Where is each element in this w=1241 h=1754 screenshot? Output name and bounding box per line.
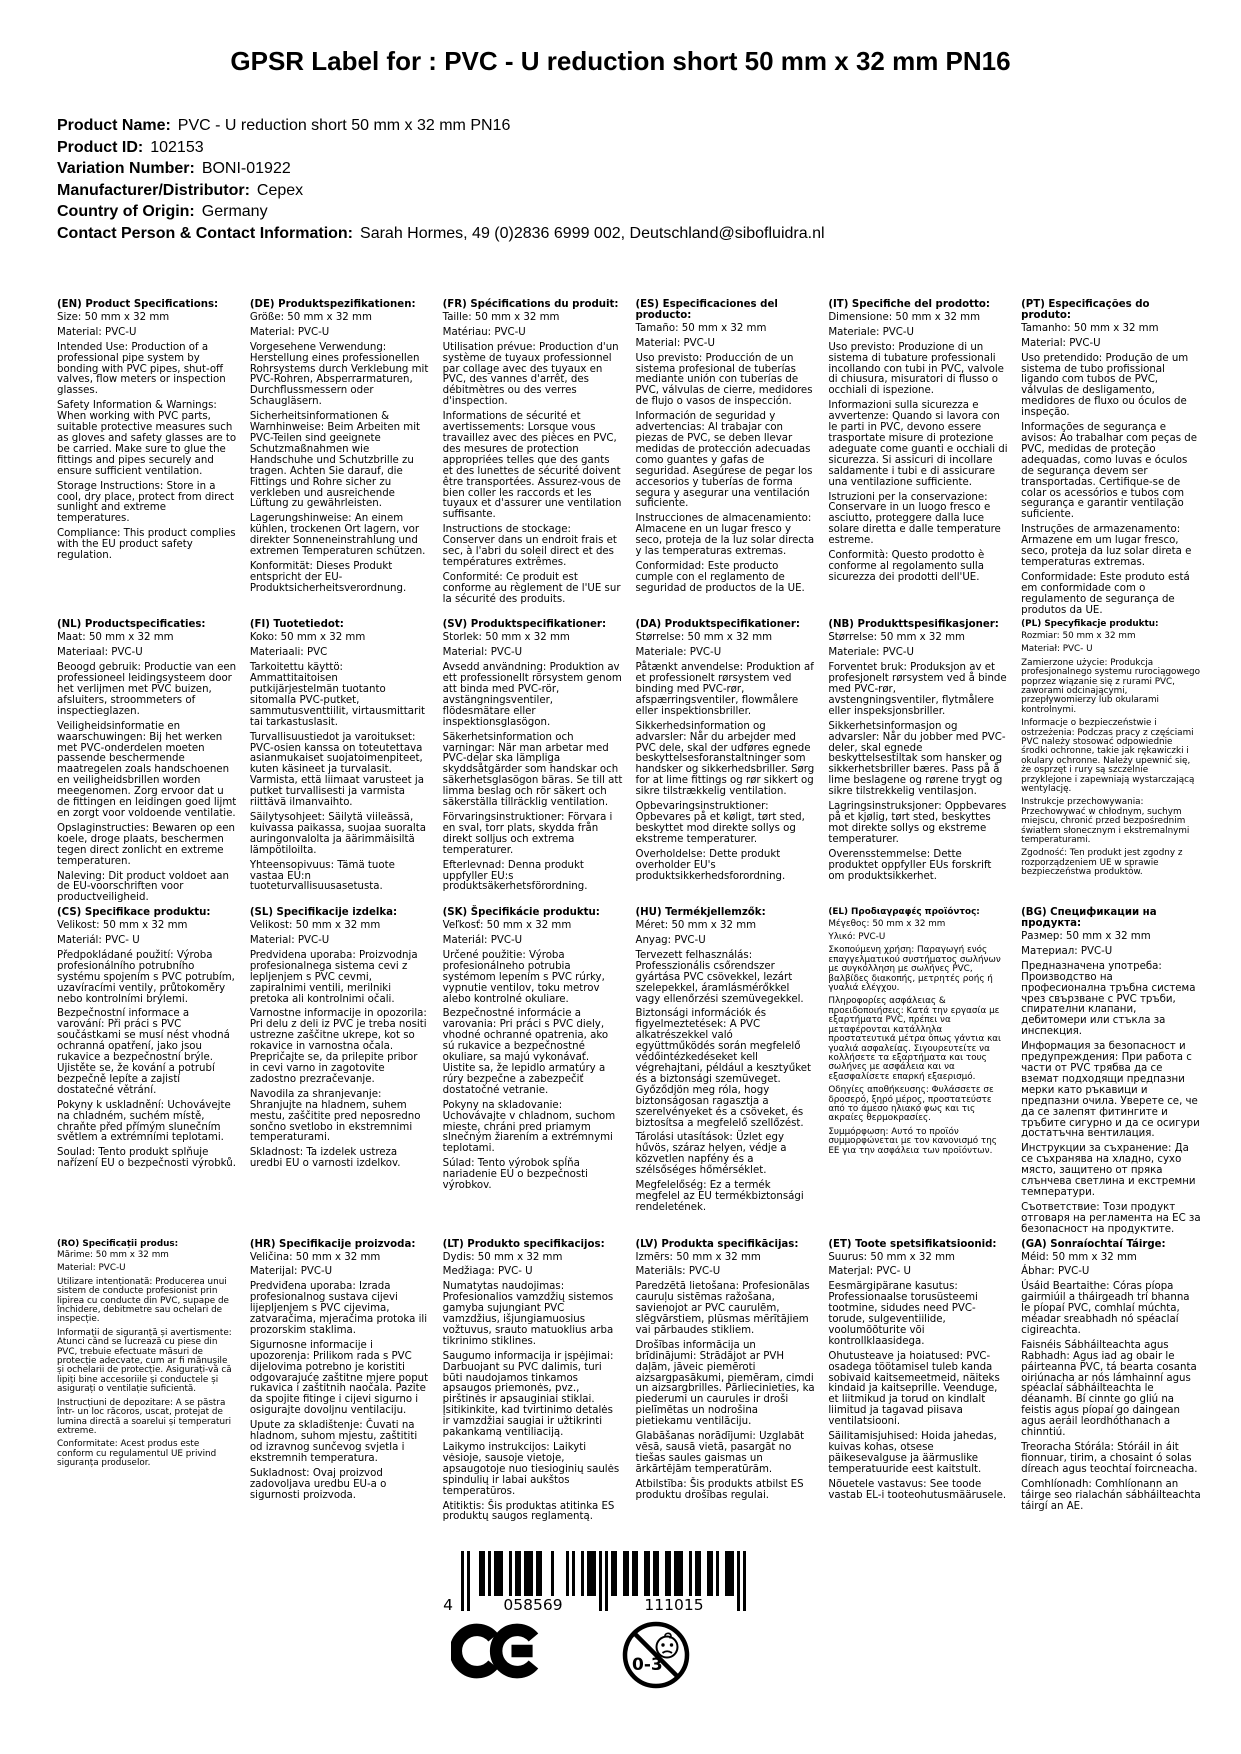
spec-paragraph: Informations de sécurité et avertissements: Lorsque vous travaillez avec des pièces en PVC, des mesures de protection appropriées telles que des gants et des lunettes de sécurité doivent être transportées. Assurez-vous de bien coller les raccords et les tuyaux et d'assurer une ventilation suffisante. [442, 411, 622, 521]
spec-paragraph: Größe: 50 mm x 32 mm [249, 311, 372, 323]
cell-heading: (HR) Specifikacije proizvoda: [249, 1238, 416, 1250]
spec-paragraph: Opbevaringsinstruktioner: Opbevares på et køligt, tørt sted, beskyttet mod direkte sollys og ekstreme temperaturer. [635, 801, 805, 845]
info-label: Product ID: [57, 138, 144, 156]
cell-body [57, 921, 237, 1170]
cell-body [57, 313, 237, 562]
cell-body [250, 313, 430, 595]
spec-paragraph: Drošības informācija un brīdinājumi: Strādājot ar PVH daļām, jāveic piemēroti aizsargpasākumi, piemēram, cimdi un aizsargbrilles. Pārliecinieties, ka piederumi un caurules ir droši pielīmētas un nodrošina pietiekamu ventilāciju. [635, 1339, 815, 1428]
spec-paragraph: Konformität: Dieses Produkt entspricht der EU-Produktsicherheitsverordnung. [249, 560, 407, 594]
spec-paragraph: Atbilstība: Šis produkts atbilst ES produktu drošības regulai. [635, 1478, 804, 1501]
spec-paragraph: Size: 50 mm x 32 mm [57, 311, 170, 323]
spec-paragraph: Comhlíonadh: Comhlíonann an táirge seo rialachán sábháilteachta táirgí an AE. [1021, 1478, 1201, 1512]
spec-paragraph: Saugumo informacija ir įspėjimai: Darbuojant su PVC dalimis, turi būti naudojamos tinkamos apsaugos priemonės, pvz., pirštinės ir apsauginiai stiklai. Įsitikinkite, kad tvirtinimo detalės ir vamzdžiai saugiai ir užtikrinti pakankamą ventiliaciją. [442, 1350, 614, 1439]
spec-paragraph: Atitiktis: Šis produktas atitinka ES produktų saugos reglamentą. [442, 1500, 615, 1523]
spec-paragraph: Bezpečnostní informace a varování: Při práci s PVC součástkami se musí nést vhodná ochranná opatření, jako jsou rukavice a bezpečnostní brýle. Ujistěte se, že kování a potrubí bezpečně lepíte a zajistí dostatečné větrání. [57, 1008, 230, 1096]
spec-paragraph: Anyag: PVC-U [635, 935, 706, 947]
ean13-barcode [437, 1551, 749, 1614]
spec-paragraph: Съответствие: Този продукт отговаря на регламента на ЕС за безопасност на продуктите. [1021, 1201, 1201, 1235]
spec-paragraph: Conformidad: Este producto cumple con el reglamento de seguridad de productos de la UE. [635, 560, 805, 594]
spec-paragraph: Uso pretendido: Produção de um sistema de tubo profissional ligando com tubos de PVC, válvulas de desligamento, medidores de fluxo ou óculos de inspeção. [1021, 352, 1189, 419]
spec-paragraph: Material: PVC-U [1021, 337, 1101, 349]
spec-paragraph: Informacje o bezpieczeństwie i ostrzeżenia: Podczas pracy z częściami PVC należy stosować odpowiednie środki ochronne, takie jak rękawiczki i okulary ochronne. Należy upewnić się, że osprzęt i rury są szczelnie przyklejone i zapewniają wystarczającą wentylację. [1021, 718, 1195, 794]
language-cell-ga [1021, 1240, 1201, 1528]
spec-paragraph: Forventet bruk: Produksjon av et profesjonelt rørsystem ved å binde med PVC-rør, avstengningsventiler, flytmålere eller inspeksjonsbriller. [828, 662, 1007, 717]
language-cell-pt [1021, 300, 1201, 620]
cell-heading: (GA) Sonraíochtaí Táirge: [1021, 1238, 1166, 1250]
spec-paragraph: Υλικό: PVC-U [828, 932, 886, 943]
spec-paragraph: Izmērs: 50 mm x 32 mm [635, 1251, 761, 1263]
language-cell-lt [443, 1240, 623, 1528]
spec-paragraph: Úsáid Beartaithe: Córas píopa gairmiúil a tháirgeadh trí bhanna le píopaí PVC, comhlaí múchta, méadar sreabhadh nó spéaclaí cigireachta. [1021, 1281, 1190, 1336]
spec-paragraph: Størrelse: 50 mm x 32 mm [828, 632, 965, 644]
cell-body [443, 633, 623, 893]
spec-paragraph: Upute za skladištenje: Čuvati na hladnom, suhom mjestu, zaštititi od izravnog sunčevog svjetla i ekstremnih temperatura. [249, 1420, 418, 1464]
info-label: Manufacturer/Distributor: [57, 181, 250, 199]
language-cell-de [250, 300, 430, 620]
spec-paragraph: Overensstemmelse: Dette produktet oppfyller EUs forskrift om produktsikkerhet. [828, 848, 992, 882]
language-cell-et [828, 1240, 1008, 1528]
spec-paragraph: Conformité: Ce produit est conforme au règlement de l'UE sur la sécurité des produits. [442, 571, 621, 605]
spec-paragraph: Conformidade: Este produto está em conformidade com o regulamento de segurança de produtos da UE. [1021, 571, 1190, 616]
spec-paragraph: Utilisation prévue: Production d'un système de tuyaux professionnel par collage avec des tuyaux en PVC, des vannes d'arrêt, des débitmètres ou des verres d'inspection. [442, 341, 619, 408]
spec-paragraph: Material: PVC-U [57, 1263, 126, 1274]
spec-paragraph: Mărime: 50 mm x 32 mm [57, 1250, 169, 1260]
spec-paragraph: Säilitamisjuhised: Hoida jahedas, kuivas kohas, otsese päikesevalguse ja äärmuslike temperatuuride eest kaitstult. [828, 1431, 997, 1475]
spec-paragraph: Treoracha Stórála: Stóráil in áit fionnuar, tirim, a chosaint ó solas díreach agus teochtaí foircneacha. [1021, 1442, 1198, 1475]
spec-paragraph: Instrukcje przechowywania: Przechowywać w chłodnym, suchym miejscu, chronić przed bezpośrednim światłem słonecznym i ekstremalnymi temperaturami. [1021, 797, 1190, 845]
spec-paragraph: Předpokládané použití: Výroba profesionálního potrubního systému spojením s PVC potrubím, uzavíracími ventily, průtokoměry nebo kontrolními brýlemi. [57, 949, 235, 1005]
language-cell-fi [250, 620, 430, 908]
spec-paragraph: Συμμόρφωση: Αυτό το προϊόν συμμορφώνεται με τον κανονισμό της ΕΕ για την ασφάλεια των προϊόντων. [828, 1126, 997, 1156]
cell-body [828, 920, 1008, 1156]
spec-paragraph: Påtænkt anvendelse: Produktion af et professionelt rørsystem ved binding med PVC-rør, afspærringsventiler, flowmålere eller inspektionsbriller. [635, 662, 814, 717]
spec-paragraph: Utilizare intenționată: Producerea unui sistem de conducte profesionist prin lipirea cu conducte din PVC, supape de închidere, debitmetre sau ochelari de inspecție. [57, 1276, 229, 1325]
cell-body [443, 1253, 623, 1524]
spec-paragraph: Velikost: 50 mm x 32 mm [249, 920, 381, 932]
cell-heading: (HU) Termékjellemzők: [635, 907, 766, 919]
spec-paragraph: Materiāls: PVC-U [635, 1266, 721, 1278]
spec-paragraph: Materiaali: PVC [249, 647, 328, 659]
spec-paragraph: Veličina: 50 mm x 32 mm [249, 1251, 381, 1263]
spec-paragraph: Lagerungshinweise: An einem kühlen, trockenen Ort lagern, vor direkter Sonneneinstrahlung und extremen Temperaturen schützen. [249, 513, 426, 558]
cell-body [635, 633, 815, 882]
spec-paragraph: Biztonsági információk és figyelmeztetések: A PVC alkatrészekkel való együttműködés során megfelelő védőintézkedéseket kell végrehajtani, például a kesztyűket és a biztonsági szemüveget. Győződjön meg róla, hogy biztonságosan ragasztja a szerelvényeket és a csöveket, és biztosítsa a megfelelő szellőzést. [635, 1008, 812, 1129]
language-grid [57, 300, 1201, 1527]
language-cell-nb [828, 620, 1008, 908]
spec-paragraph: Informații de siguranță și avertismente: Atunci când se lucrează cu piese din PVC, trebuie efectuate măsuri de protecție adecvate, cum ar fi mănușile și ochelarii de protecție. Asigurați-vă că lipiți bine accesoriile și conductele și asigurați o ventilație suficientă. [57, 1327, 232, 1395]
spec-paragraph: Numatytas naudojimas: Profesionalios vamzdžių sistemos gamyba sujungiant PVC vamzdžius, išjungiamuosius vožtuvus, srauto matuoklius arba tikrinimo stiklines. [442, 1281, 614, 1347]
product-info-row [57, 137, 1201, 159]
spec-paragraph: Tarkoitettu käyttö: Ammattitaitoisen putkijärjestelmän tuotanto sitomalla PVC-putket, sammutusventtiilit, virtausmittarit tai tarkastuslasit. [249, 662, 426, 728]
language-cell-sv [443, 620, 623, 908]
cell-heading: (CS) Specifikace produktu: [57, 907, 211, 919]
spec-paragraph: Информация за безопасност и предупреждения: При работа с части от PVC трябва да се вземат подходящи предпазни мерки като ръкавици и предпазни очила. Уверете се, че да се залепят фитингите и тръбите сигурно и да се осигури достатъчна вентилация. [1021, 1041, 1200, 1140]
info-value: Cepex [256, 181, 304, 199]
spec-paragraph: Zamierzone użycie: Produkcja profesjonalnego systemu rurociągowego poprzez wiązanie się z rurami PVC, zaworami odcinającymi, przepływomierzy lub okularami kontrolnymi. [1021, 657, 1201, 715]
language-cell-sl [250, 908, 430, 1239]
spec-paragraph: Efterlevnad: Denna produkt uppfyller EU:s produktsäkerhetsförordning. [442, 859, 588, 893]
spec-paragraph: Opslaginstructies: Bewaren op een koele, droge plaats, beschermen tegen direct zonlicht en extreme temperaturen. [57, 822, 235, 867]
spec-paragraph: Materiał: PVC- U [1021, 644, 1093, 655]
cell-heading: (PL) Specyfikacje produktu: [1021, 619, 1159, 630]
spec-paragraph: Materjal: PVC- U [828, 1266, 911, 1278]
spec-paragraph: Material: PVC-U [635, 337, 715, 349]
product-info-row [57, 223, 1201, 245]
cell-heading: (NB) Produkttspesifikasjoner: [828, 619, 999, 631]
spec-paragraph: Predvidena uporaba: Proizvodnja profesionalnega sistema cevi z lepljenjem s PVC cevmi, zapiralnimi ventili, merilniki pretoka ali kontrolnimi očali. [249, 949, 418, 1005]
language-cell-cs [57, 908, 237, 1239]
spec-paragraph: Ábhar: PVC-U [1021, 1266, 1090, 1278]
language-cell-pl [1021, 620, 1201, 908]
spec-paragraph: Sigurnosne informacije i upozorenja: Prilikom rada s PVC dijelovima potrebno je koristiti odgovarajuće zaštitne mjere poput rukavica i zaštitnih naočala. Pazite da spojite fitinge i cijevi sigurno i osigurajte dovoljnu ventilaciju. [249, 1339, 429, 1417]
cell-heading: (BG) Спецификации на продукта: [1021, 907, 1157, 930]
spec-paragraph: Lagringsinstruksjoner: Oppbevares på et kjølig, tørt sted, beskyttes mot direkte sollys og ekstreme temperaturer. [828, 801, 1007, 845]
spec-paragraph: Méret: 50 mm x 32 mm [635, 920, 757, 932]
cell-heading: (ES) Especificaciones del producto: [635, 299, 778, 321]
cell-heading: (NL) Productspecificaties: [57, 619, 206, 631]
cell-heading: (FI) Tuotetiedot: [249, 619, 344, 631]
spec-paragraph: Turvallisuustiedot ja varoitukset: PVC-osien kanssa on toteutettava asianmukaiset suojatoimenpiteet, kuten käsineet ja turvalasit. Varmista, että liimaat varusteet ja putket turvallisesti ja varmista riittävä ilmanvaihto. [249, 731, 424, 809]
cell-heading: (FR) Spécifications du produit: [442, 299, 619, 310]
cell-body [635, 1253, 815, 1502]
language-cell-hu [635, 908, 815, 1239]
spec-paragraph: Intended Use: Production of a professional pipe system by bonding with PVC pipes, shut-off valves, flow meters or inspection glasses. [57, 341, 226, 397]
spec-paragraph: Vorgesehene Verwendung: Herstellung eines professionellen Rohrsystems durch Verklebung mit PVC-Rohren, Absperrarmaturen, Durchflussmessern oder Schaugläsern. [249, 341, 429, 408]
spec-paragraph: Storage Instructions: Store in a cool, dry place, protect from direct sunlight and extreme temperatures. [57, 480, 235, 525]
language-cell-ro [57, 1240, 237, 1528]
language-cell-fr [443, 300, 623, 620]
cell-body [443, 313, 623, 606]
info-label: Country of Origin: [57, 203, 195, 220]
info-value: Germany [201, 203, 268, 220]
spec-paragraph: Instrucciones de almacenamiento: Almacene en un lugar fresco y seco, proteja de la luz solar directa y las temperaturas extremas. [635, 513, 815, 558]
spec-paragraph: Rozmiar: 50 mm x 32 mm [1021, 630, 1136, 641]
spec-paragraph: Размер: 50 mm x 32 mm [1021, 931, 1151, 943]
barcode-digit-group1: 058569 [503, 1596, 563, 1615]
spec-paragraph: Predviđena uporaba: Izrada profesionalnog sustava cijevi lijepljenjem s PVC cijevima, zatvaračima, mjeračima protoka ili prozorskim staklima. [249, 1281, 428, 1336]
spec-paragraph: Paredzētā lietošana: Profesionālas cauruļu sistēmas ražošana, savienojot ar PVC caurulēm, slēgvārstiem, plūsmas mērītājiem vai pārbaudes stikliem. [635, 1281, 810, 1336]
cell-body [635, 921, 815, 1214]
spec-paragraph: Maat: 50 mm x 32 mm [57, 632, 174, 644]
spec-paragraph: Uso previsto: Producción de un sistema profesional de tuberías mediante unión con tuberías de PVC, válvulas de cierre, medidores de flujo o vasos de inspección. [635, 352, 813, 408]
spec-paragraph: Материал: PVC-U [1021, 945, 1113, 957]
spec-paragraph: Μέγεθος: 50 mm x 32 mm [828, 918, 946, 929]
spec-paragraph: Zgodność: Ten produkt jest zgodny z rozporządzeniem UE w sprawie bezpieczeństwa produktów. [1021, 848, 1183, 878]
product-info-row [57, 180, 1201, 202]
product-info-row [57, 158, 1201, 180]
spec-paragraph: Material: PVC-U [249, 935, 330, 947]
language-cell-es [635, 300, 815, 620]
spec-paragraph: Pokyny k uskladnění: Uchovávejte na chladném, suchém místě, chraňte před přímým slunečním světlem a extrémními teplotami. [57, 1099, 231, 1144]
compliance-symbols [437, 1620, 767, 1690]
spec-paragraph: Veiligheidsinformatie en waarschuwingen: Bij het werken met PVC-onderdelen moeten passende beschermende maatregelen zoals handschoenen en veiligheidsbrillen worden meegenomen. Zorg ervoor dat u de fittingen en leidingen goed lijmt en zorgt voor voldoende ventilatie. [57, 720, 237, 819]
cell-heading: (SK) Špecifikácie produktu: [442, 907, 600, 919]
spec-paragraph: Materiál: PVC- U [57, 935, 140, 947]
spec-paragraph: Dimensione: 50 mm x 32 mm [828, 311, 981, 323]
cell-heading: (SL) Specifikacije izdelka: [249, 907, 398, 919]
age-warning-0-3-icon [621, 1620, 691, 1690]
spec-paragraph: Materiale: PVC-U [635, 647, 722, 659]
spec-paragraph: Medžiaga: PVC- U [442, 1266, 533, 1278]
spec-paragraph: Informações de segurança e avisos: Ao trabalhar com peças de PVC, medidas de proteção adequadas, como luvas e óculos de segurança devem ser transportadas. Certifique-se de colar os acessórios e tubos com segurança e garantir ventilação suficiente. [1021, 422, 1197, 521]
spec-paragraph: Overholdelse: Dette produkt overholder EU's produktsikkerhedsforordning. [635, 848, 786, 882]
cell-body [1021, 1253, 1201, 1513]
spec-paragraph: Material: PVC-U [442, 647, 523, 659]
cell-heading: (RO) Specificații produs: [57, 1238, 179, 1249]
cell-body [828, 633, 1008, 882]
spec-paragraph: Dydis: 50 mm x 32 mm [442, 1251, 563, 1263]
spec-paragraph: Yhteensopivuus: Tämä tuote vastaa EU:n tuoteturvallisuusasetusta. [249, 859, 395, 893]
page-title: GPSR Label for : PVC - U reduction short 50 mm x 32 mm PN16 [230, 46, 1011, 76]
spec-paragraph: Méid: 50 mm x 32 mm [1021, 1251, 1137, 1263]
cell-heading: (DA) Produktspecifikationer: [635, 619, 800, 631]
info-label: Contact Person & Contact Information: [57, 224, 354, 242]
spec-paragraph: Säkerhetsinformation och varningar: När man arbetar med PVC-delar ska lämpliga skyddsåtgärder som handskar och säkerhetsglasögon bäras. Se till att limma beslag och rör säkert och säkerställa tillräcklig ventilation. [442, 731, 623, 809]
spec-paragraph: Instructions de stockage: Conserver dans un endroit frais et sec, à l'abri du soleil direct et des températures extrêmes. [442, 524, 617, 568]
spec-paragraph: Tárolási utasítások: Üzlet egy hűvös, száraz helyen, védje a közvetlen napfény és a szélsőséges hőmérséklet. [635, 1132, 787, 1177]
spec-paragraph: Beoogd gebruik: Productie van een professioneel leidingsysteem door het verlijmen met PVC buizen, afsluiters, stroommeters of inspectieglazen. [57, 662, 237, 717]
spec-paragraph: Størrelse: 50 mm x 32 mm [635, 632, 773, 644]
spec-paragraph: Sikkerhetsinformasjon og advarsler: Når du jobber med PVC-deler, skal egnede beskyttelsestiltak som hansker og sikkerhetsbriller bæres. Pass på å lime beslagene og rørene trygt og sikre tilstrekkelig ventilasjon. [828, 720, 1006, 798]
cell-heading: (IT) Specifiche del prodotto: [828, 299, 990, 310]
barcode-digit-left: 4 [443, 1596, 453, 1615]
cell-heading: (DE) Produktspezifikationen: [249, 299, 416, 310]
spec-paragraph: Material: PVC-U [249, 326, 330, 338]
spec-paragraph: Σκοπούμενη χρήση: Παραγωγή ενός επαγγελματικού συστήματος σωλήνων με συγκόλληση με σωλήνες PVC, βαλβίδες διακοπής, μετρητές ροής ή γυαλιά ελέγχου. [828, 945, 1001, 994]
cell-heading: (ET) Toote spetsifikatsioonid: [828, 1238, 997, 1250]
language-cell-sk [443, 908, 623, 1239]
label-footer [437, 1551, 767, 1690]
spec-paragraph: Megfelelőség: Ez a termék megfelel az EU termékbiztonsági rendeletének. [635, 1180, 804, 1213]
spec-paragraph: Istruzioni per la conservazione: Conservare in un luogo fresco e asciutto, proteggere dalla luce solare diretta e dalle temperature estreme. [828, 491, 1001, 547]
spec-paragraph: Suurus: 50 mm x 32 mm [828, 1251, 955, 1263]
spec-paragraph: Información de seguridad y advertencias: Al trabajar con piezas de PVC, se deben llevar medidas de protección adecuadas como guantes y gafas de seguridad. Asegúrese de pegar los accesorios y tuberías de forma segura y asegurar una ventilación suficiente. [635, 411, 813, 510]
language-cell-lv [635, 1240, 815, 1528]
language-cell-da [635, 620, 815, 908]
spec-paragraph: Matériau: PVC-U [442, 326, 526, 338]
cell-heading: (EN) Product Specifications: [57, 299, 219, 310]
info-label: Variation Number: [57, 160, 195, 177]
cell-body [250, 1253, 430, 1502]
spec-paragraph: Compliance: This product complies with the EU product safety regulation. [57, 528, 236, 562]
ce-mark-icon [451, 1620, 547, 1682]
product-info [57, 115, 1201, 244]
spec-paragraph: Eesmärgipärane kasutus: Professionaalse torusüsteemi tootmine, sidudes need PVC-torude, sulgeventiilide, voolumõõturite või kontrollklaasidega. [828, 1281, 978, 1347]
spec-paragraph: Veľkosť: 50 mm x 32 mm [442, 920, 572, 932]
spec-paragraph: Storlek: 50 mm x 32 mm [442, 632, 570, 644]
spec-paragraph: Materiale: PVC-U [828, 326, 915, 338]
spec-paragraph: Tamanho: 50 mm x 32 mm [1021, 322, 1159, 334]
cell-heading: (LV) Produkta specifikācijas: [635, 1238, 799, 1250]
spec-paragraph: Informazioni sulla sicurezza e avvertenze: Quando si lavora con le parti in PVC, devono essere trasportate misure di protezione adeguate come guanti e occhiali di sicurezza. Si assicuri di incollare saldamente i tubi e di assicurare una ventilazione sufficiente. [828, 400, 1008, 488]
spec-paragraph: Material: PVC-U [57, 326, 137, 338]
spec-paragraph: Tervezett felhasználás: Professzionális csőrendszer gyártása PVC csövekkel, lezárt szelepekkel, áramlásmérőkkel vagy ellenőrzési szemüvegekkel. [635, 949, 804, 1005]
spec-paragraph: Conformità: Questo prodotto è conforme al regolamento sulla sicurezza dei prodotti dell'UE. [828, 550, 985, 583]
product-info-row [57, 115, 1201, 137]
spec-paragraph: Avsedd användning: Produktion av ett professionellt rörsystem genom att binda med PVC-rör, avstängningsventiler, flödesmätare eller inspektionsglasögon. [442, 662, 622, 728]
spec-paragraph: Materijal: PVC-U [249, 1266, 333, 1278]
cell-heading: (PT) Especificações do produto: [1021, 299, 1150, 321]
spec-paragraph: Bezpečnostné informácie a varovania: Pri práci s PVC diely, vhodné ochranné opatrenia, ako sú rukavice a bezpečnostné okuliare, sa majú vykonávať. Uistite sa, že lepidlo armatúry a rúry bezpečne a zabezpečiť dostatočné vetranie. [442, 1008, 609, 1096]
cell-body [250, 633, 430, 893]
cell-heading: (SV) Produktspecifikationer: [442, 619, 607, 631]
spec-paragraph: Предназначена употреба: Производство на професионална тръбна система чрез свързване с PVC тръби, спирателни клапани, дебитомери или стъкла за инспекция. [1021, 960, 1196, 1038]
language-cell-el [828, 908, 1008, 1239]
spec-paragraph: Säilytysohjeet: Säilytä viileässä, kuivassa paikassa, suojaa suoralta auringonvalolta ja äärimmäisiltä lämpötiloilta. [249, 811, 426, 856]
spec-paragraph: Uso previsto: Produzione di un sistema di tubature professionali incollando con tubi in PVC, valvole di chiusura, misuratori di flusso o occhiali di ispezione. [828, 341, 1004, 397]
spec-paragraph: Ohutusteave ja hoiatused: PVC-osadega töötamisel tuleb kanda sobivaid kaitsemeetmeid, näiteks kindaid ja kaitseprille. Veenduge, et liitmikud ja torud on kindlalt liimitud ja tagavad piisava ventilatsiooni. [828, 1350, 1000, 1428]
cell-body [57, 1251, 237, 1469]
language-cell-en [57, 300, 237, 620]
cell-body [1021, 932, 1201, 1236]
spec-paragraph: Varnostne informacije in opozorila: Pri delu z deli iz PVC je treba nositi ustrezne zaščitne ukrepe, kot so rokavice in varnostna očala. Prepričajte se, da prilepite pribor in cevi varno in zagotovite zadostno prezračevanje. [249, 1008, 427, 1085]
cell-body [1021, 632, 1201, 878]
spec-paragraph: Koko: 50 mm x 32 mm [249, 632, 366, 644]
spec-paragraph: Laikymo instrukcijos: Laikyti vėsioje, sausoje vietoje, apsaugotoje nuo tiesioginių saulės spindulių ir labai aukštos temperatūros. [442, 1442, 620, 1497]
spec-paragraph: Förvaringsinstruktioner: Förvara i en sval, torr plats, skydda från direkt solljus och extrema temperaturer. [442, 811, 613, 856]
spec-paragraph: Πληροφορίες ασφάλειας & προειδοποιήσεις: Κατά την εργασία με εξαρτήματα PVC, πρέπει να μεταφέρονται κατάλληλα προστατευτικά μέτρα όπως γάντια και γυαλιά ασφαλείας. Σιγουρευτείτε να κολλήσετε τα εξαρτήματα και τους σωλήνες με ασφάλεια και να εξασφαλίσετε επαρκή εξαερισμό. [828, 996, 1002, 1082]
cell-body [1021, 324, 1201, 617]
spec-paragraph: Οδηγίες αποθήκευσης: Φυλάσσετε σε δροσερό, ξηρό μέρος, προστατεύστε από το άμεσο ηλιακό φως και τις ακραίες θερμοκρασίες. [828, 1085, 994, 1124]
spec-paragraph: Taille: 50 mm x 32 mm [442, 311, 560, 323]
language-cell-it [828, 300, 1008, 620]
cell-body [828, 1253, 1008, 1502]
spec-paragraph: Instrucțiuni de depozitare: A se păstra într- un loc răcoros, uscat, protejat de lumina directă a soarelui și temperaturi extreme. [57, 1397, 232, 1436]
cell-body [635, 324, 815, 595]
cell-body [250, 921, 430, 1170]
spec-paragraph: Instruções de armazenamento: Armazene em um lugar fresco, seco, proteja da luz solar direta e temperaturas extremas. [1021, 524, 1192, 568]
cell-heading: (LT) Produkto specifikacijos: [442, 1238, 605, 1250]
spec-paragraph: Nõuetele vastavus: See toode vastab EL-i tooteohutusmäärusele. [828, 1478, 1007, 1501]
spec-paragraph: Sukladnost: Ovaj proizvod zadovoljava uredbu EU-a o sigurnosti proizvoda. [249, 1467, 387, 1501]
spec-paragraph: Velikost: 50 mm x 32 mm [57, 920, 188, 932]
spec-paragraph: Safety Information & Warnings: When working with PVC parts, suitable protective measures such as gloves and safety glasses are to be carried. Make sure to glue the fittings and pipes securely and ensure sufficient ventilation. [57, 400, 237, 477]
spec-paragraph: Glabāšanas norādījumi: Uzglabāt vēsā, sausā vietā, pasargāt no tiešas saules gaismas un ārkārtējām temperatūrām. [635, 1431, 805, 1475]
spec-paragraph: Soulad: Tento produkt splňuje nařízení EU o bezpečnosti výrobků. [57, 1147, 236, 1170]
spec-paragraph: Инструкции за съхранение: Да се съхранява на хладно, сухо място, защитено от пряка слънчева светлина и екстремни температури. [1021, 1143, 1196, 1198]
spec-paragraph: Conformitate: Acest produs este conform cu regulamentul UE privind siguranța produselor. [57, 1439, 217, 1469]
cell-body [57, 633, 237, 904]
spec-paragraph: Navodila za shranjevanje: Shranjujte na hladnem, suhem mestu, zaščitite pred neposredno sončno svetlobo in ekstremnimi temperaturami. [249, 1088, 421, 1144]
spec-paragraph: Materiaal: PVC-U [57, 647, 143, 659]
info-value: 102153 [150, 138, 204, 156]
barcode-digit-group2: 111015 [644, 1596, 704, 1615]
language-cell-bg [1021, 908, 1201, 1239]
cell-body [828, 313, 1008, 584]
spec-paragraph: Faisnéis Sábháilteachta agus Rabhadh: Agus iad ag obair le páirteanna PVC, tá bearta cosanta oiriúnacha ar nós lámhainní agus spéaclaí sábháilteachta le déanamh. Bí cinnte go gliú na feistis agus píopaí go daingean agus aeráil leordhóthanach a chinntiú. [1021, 1339, 1197, 1439]
info-value: Sarah Hormes, 49 (0)2836 6999 002, Deutschland@sibofluidra.nl [360, 224, 825, 242]
spec-paragraph: Tamaño: 50 mm x 32 mm [635, 322, 767, 334]
product-info-row [57, 201, 1201, 223]
spec-paragraph: Sicherheitsinformationen & Warnhinweise: Beim Arbeiten mit PVC-Teilen sind geeignete Schutzmaßnahmen wie Handschuhe und Schutzbrille zu tragen. Achten Sie darauf, die Fittings und Rohre sicher zu verkleben und ausreichende Lüftung zu gewährleisten. [249, 411, 421, 510]
language-cell-nl [57, 620, 237, 908]
info-value: BONI-01922 [201, 160, 291, 177]
spec-paragraph: Určené použitie: Výroba profesionálneho potrubia systémom lepením s PVC rúrky, vypnutie ventilov, toku metrov alebo kontrolné okuliare. [442, 949, 605, 1005]
spec-paragraph: Pokyny na skladovanie: Uchovávajte v chladnom, suchom mieste, chráni pred priamym slnečným žiarením a extrémnymi teplotami. [442, 1099, 616, 1155]
spec-paragraph: Súlad: Tento výrobok spĺňa nariadenie EÚ o bezpečnosti výrobkov. [442, 1158, 588, 1192]
language-cell-hr [250, 1240, 430, 1528]
cell-body [443, 921, 623, 1192]
spec-paragraph: Materiale: PVC-U [828, 647, 915, 659]
spec-paragraph: Naleving: Dit product voldoet aan de EU-voorschriften voor productveiligheid. [57, 870, 229, 904]
spec-paragraph: Skladnost: Ta izdelek ustreza uredbi EU o varnosti izdelkov. [249, 1147, 401, 1170]
cell-heading: (EL) Προδιαγραφές προϊόντος: [828, 907, 980, 918]
info-value: PVC - U reduction short 50 mm x 32 mm PN16 [177, 117, 511, 134]
spec-paragraph: Sikkerhedsinformation og advarsler: Når du arbejder med PVC dele, skal der udføres egnede beskyttelsesforanstaltninger som handsker og sikkerhedsbriller. Sørg for at lime fittings og rør sikkert og sikre tilstrækkelig ventilation. [635, 720, 815, 798]
info-label: Product Name: [57, 117, 171, 134]
spec-paragraph: Materiál: PVC-U [442, 935, 523, 947]
age-warning-label: 0-3 [632, 1655, 663, 1676]
